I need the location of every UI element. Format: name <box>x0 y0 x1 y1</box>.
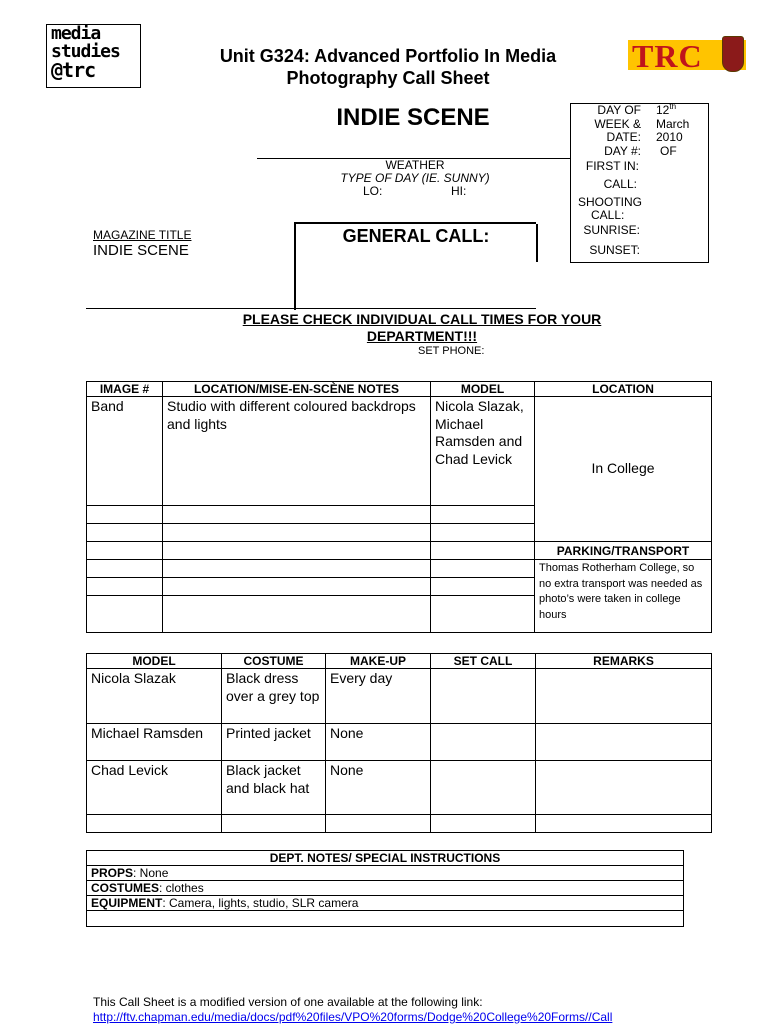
call-time-notice: PLEASE CHECK INDIVIDUAL CALL TIMES FOR YOUR DEPARTMENT!!! <box>242 311 602 344</box>
of-value: OF <box>660 143 677 158</box>
footer-link[interactable]: http://ftv.chapman.edu/media/docs/pdf%20files/VPO%20forms/Dodge%20College%20Forms//Call <box>93 1010 613 1024</box>
col-model: MODEL <box>87 654 222 669</box>
magazine-title-value: INDIE SCENE <box>93 242 189 259</box>
day-info-box <box>570 103 709 263</box>
cast-costume: Black jacket and black hat <box>222 761 326 815</box>
table-cell <box>87 560 163 578</box>
table-cell <box>431 560 535 578</box>
shot-image: Band <box>87 397 163 506</box>
table-cell <box>431 542 535 560</box>
general-call-rule <box>86 308 536 309</box>
props-row: PROPS: None <box>87 866 684 881</box>
logo-line-1: media <box>51 23 101 44</box>
cast-model: Nicola Slazak <box>87 669 222 724</box>
col-makeup: MAKE-UP <box>326 654 431 669</box>
col-set-call: SET CALL <box>431 654 536 669</box>
title-line-2: Photography Call Sheet <box>286 68 490 88</box>
first-in-label: FIRST IN: <box>585 159 639 173</box>
table-cell <box>431 815 536 833</box>
shooting-label: SHOOTING <box>578 195 643 209</box>
col-location: LOCATION <box>535 382 712 397</box>
table-cell <box>222 815 326 833</box>
cast-remarks <box>536 724 712 761</box>
table-cell <box>87 596 163 633</box>
table-cell <box>431 506 535 524</box>
cast-set-call <box>431 724 536 761</box>
table-cell <box>163 578 431 596</box>
media-studies-logo <box>46 24 141 88</box>
cast-model: Michael Ramsden <box>87 724 222 761</box>
shot-notes: Studio with different coloured backdrops and lights <box>163 397 431 506</box>
table-cell <box>87 911 684 927</box>
table-cell <box>87 506 163 524</box>
type-of-day: TYPE OF DAY (IE. SUNNY) <box>340 171 490 185</box>
table-cell <box>431 596 535 633</box>
year-value: 2010 <box>656 130 683 144</box>
col-notes: LOCATION/MISE-EN-SCÈNE NOTES <box>163 382 431 397</box>
week-label: WEEK & <box>594 116 641 131</box>
table-row <box>87 724 712 761</box>
month-value: March <box>656 116 690 131</box>
dept-notes-header: DEPT. NOTES/ SPECIAL INSTRUCTIONS <box>87 851 684 866</box>
weather-hi: HI: <box>451 184 467 198</box>
cast-table <box>86 653 712 833</box>
shot-model: Nicola Slazak, Michael Ramsden and Chad Levick <box>431 397 535 506</box>
call-label: CALL: <box>603 177 637 191</box>
trc-logo <box>628 38 746 74</box>
day-of-label: DAY OF <box>597 103 641 117</box>
table-cell <box>163 506 431 524</box>
trc-logo-text: TRC <box>632 38 703 74</box>
shot-location: In College <box>535 397 712 542</box>
table-row <box>87 815 712 833</box>
table-cell <box>163 524 431 542</box>
table-cell <box>536 815 712 833</box>
costumes-row: COSTUMES: clothes <box>87 881 684 896</box>
table-row <box>87 761 712 815</box>
col-image: IMAGE # <box>87 382 163 397</box>
date-label: DATE: <box>606 130 641 144</box>
table-cell <box>431 578 535 596</box>
shoot-title: INDIE SCENE <box>336 104 490 131</box>
crest-icon <box>722 36 744 72</box>
parking-text: Thomas Rotherham College, so no extra transport was needed as photo’s were taken in college hours <box>535 560 712 633</box>
general-call-label: GENERAL CALL: <box>342 226 490 246</box>
sunset-label: SUNSET: <box>589 243 640 257</box>
cast-makeup: None <box>326 761 431 815</box>
general-call-box <box>294 222 536 310</box>
cast-set-call <box>431 761 536 815</box>
table-cell <box>326 815 431 833</box>
equipment-row: EQUIPMENT: Camera, lights, studio, SLR camera <box>87 896 684 911</box>
footer-text: This Call Sheet is a modified version of one available at the following link: <box>93 995 483 1009</box>
dept-notes-table <box>86 850 684 927</box>
cast-remarks <box>536 761 712 815</box>
cast-model: Chad Levick <box>87 761 222 815</box>
table-cell <box>87 524 163 542</box>
cast-set-call <box>431 669 536 724</box>
parking-header: PARKING/TRANSPORT <box>535 542 712 560</box>
magazine-title-label: MAGAZINE TITLE <box>93 228 192 242</box>
col-remarks: REMARKS <box>536 654 712 669</box>
day-value: 12th <box>656 102 677 117</box>
weather-lo: LO: <box>363 184 383 198</box>
table-cell <box>431 524 535 542</box>
cast-costume: Black dress over a grey top <box>222 669 326 724</box>
set-phone-label: SET PHONE: <box>418 345 485 357</box>
table-row <box>87 669 712 724</box>
sunrise-label: SUNRISE: <box>583 223 640 237</box>
table-cell <box>163 596 431 633</box>
table-cell <box>87 578 163 596</box>
table-cell <box>163 560 431 578</box>
cast-makeup: Every day <box>326 669 431 724</box>
document-title <box>150 45 626 89</box>
col-model: MODEL <box>431 382 535 397</box>
shots-table <box>86 381 712 633</box>
col-costume: COSTUME <box>222 654 326 669</box>
cast-costume: Printed jacket <box>222 724 326 761</box>
day-num-label: DAY #: <box>604 143 641 158</box>
cast-makeup: None <box>326 724 431 761</box>
weather-label: WEATHER <box>385 158 445 172</box>
table-cell <box>163 542 431 560</box>
cast-remarks <box>536 669 712 724</box>
shooting-call-label: CALL: <box>591 208 625 222</box>
table-cell <box>87 542 163 560</box>
logo-line-2: studies <box>51 41 120 62</box>
title-line-1: Unit G324: Advanced Portfolio In Media <box>219 46 557 66</box>
table-cell <box>87 815 222 833</box>
logo-line-3: @trc <box>51 58 96 82</box>
